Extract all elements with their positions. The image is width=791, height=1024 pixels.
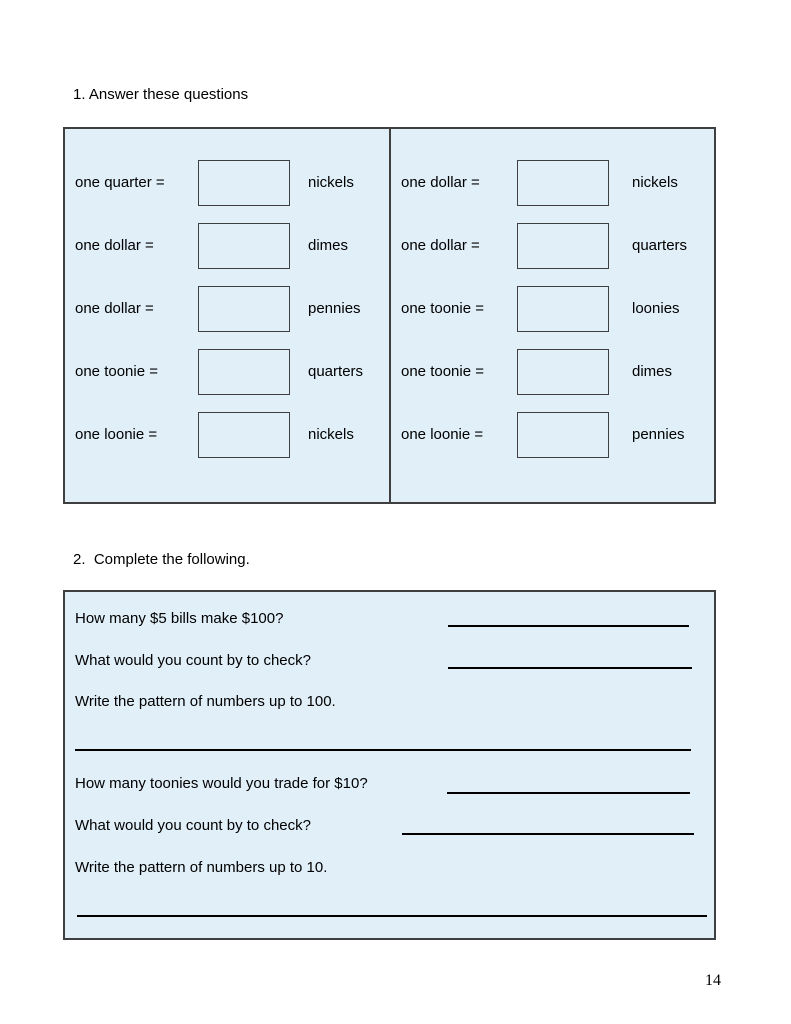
answer-input[interactable] bbox=[517, 223, 609, 269]
answer-input[interactable] bbox=[198, 223, 290, 269]
equivalence-unit: pennies bbox=[308, 300, 361, 317]
equivalence-row bbox=[65, 214, 389, 277]
equivalence-label: one toonie = bbox=[401, 363, 484, 380]
answer-line[interactable] bbox=[448, 625, 689, 627]
equivalence-unit: nickels bbox=[308, 174, 354, 191]
equivalence-row bbox=[65, 403, 389, 466]
question-text: What would you count by to check? bbox=[75, 652, 311, 669]
equivalence-label: one toonie = bbox=[75, 363, 158, 380]
section1-right-column bbox=[391, 129, 714, 502]
question-text: How many $5 bills make $100? bbox=[75, 610, 284, 627]
equivalence-label: one dollar = bbox=[75, 300, 154, 317]
question-text: How many toonies would you trade for $10? bbox=[75, 775, 368, 792]
equivalence-row bbox=[391, 151, 714, 214]
equivalence-unit: nickels bbox=[632, 174, 678, 191]
answer-line[interactable] bbox=[75, 749, 691, 751]
section1-heading: 1. Answer these questions bbox=[73, 86, 249, 103]
equivalence-row bbox=[65, 277, 389, 340]
answer-line[interactable] bbox=[402, 833, 694, 835]
equivalence-label: one dollar = bbox=[401, 174, 480, 191]
answer-line[interactable] bbox=[448, 667, 692, 669]
equivalence-row bbox=[65, 340, 389, 403]
equivalence-unit: nickels bbox=[308, 426, 354, 443]
answer-line[interactable] bbox=[447, 792, 690, 794]
equivalence-unit: pennies bbox=[632, 426, 685, 443]
question-text: Write the pattern of numbers up to 100. bbox=[75, 693, 336, 710]
answer-line[interactable] bbox=[77, 915, 707, 917]
equivalence-unit: quarters bbox=[632, 237, 688, 254]
equivalence-unit: dimes bbox=[308, 237, 349, 254]
answer-input[interactable] bbox=[517, 349, 609, 395]
section2-box bbox=[63, 590, 716, 940]
equivalence-label: one toonie = bbox=[401, 300, 484, 317]
equivalence-unit: loonies bbox=[632, 300, 680, 317]
question-text: What would you count by to check? bbox=[75, 817, 311, 834]
equivalence-label: one dollar = bbox=[75, 237, 154, 254]
equivalence-row bbox=[391, 403, 714, 466]
answer-input[interactable] bbox=[198, 412, 290, 458]
equivalence-unit: quarters bbox=[308, 363, 364, 380]
equivalence-row bbox=[391, 340, 714, 403]
equivalence-label: one loonie = bbox=[75, 426, 158, 443]
equivalence-row bbox=[65, 151, 389, 214]
answer-input[interactable] bbox=[517, 160, 609, 206]
equivalence-unit: dimes bbox=[632, 363, 673, 380]
equivalence-label: one loonie = bbox=[401, 426, 484, 443]
question-text: Write the pattern of numbers up to 10. bbox=[75, 859, 328, 876]
section2-heading: 2. Complete the following. bbox=[73, 551, 250, 568]
answer-input[interactable] bbox=[517, 286, 609, 332]
equivalence-label: one quarter = bbox=[75, 174, 165, 191]
answer-input[interactable] bbox=[198, 286, 290, 332]
section1-left-column bbox=[65, 129, 391, 502]
page-number: 14 bbox=[705, 972, 721, 989]
answer-input[interactable] bbox=[198, 160, 290, 206]
section1-box bbox=[63, 127, 716, 504]
equivalence-label: one dollar = bbox=[401, 237, 480, 254]
equivalence-row bbox=[391, 277, 714, 340]
answer-input[interactable] bbox=[517, 412, 609, 458]
answer-input[interactable] bbox=[198, 349, 290, 395]
equivalence-row bbox=[391, 214, 714, 277]
